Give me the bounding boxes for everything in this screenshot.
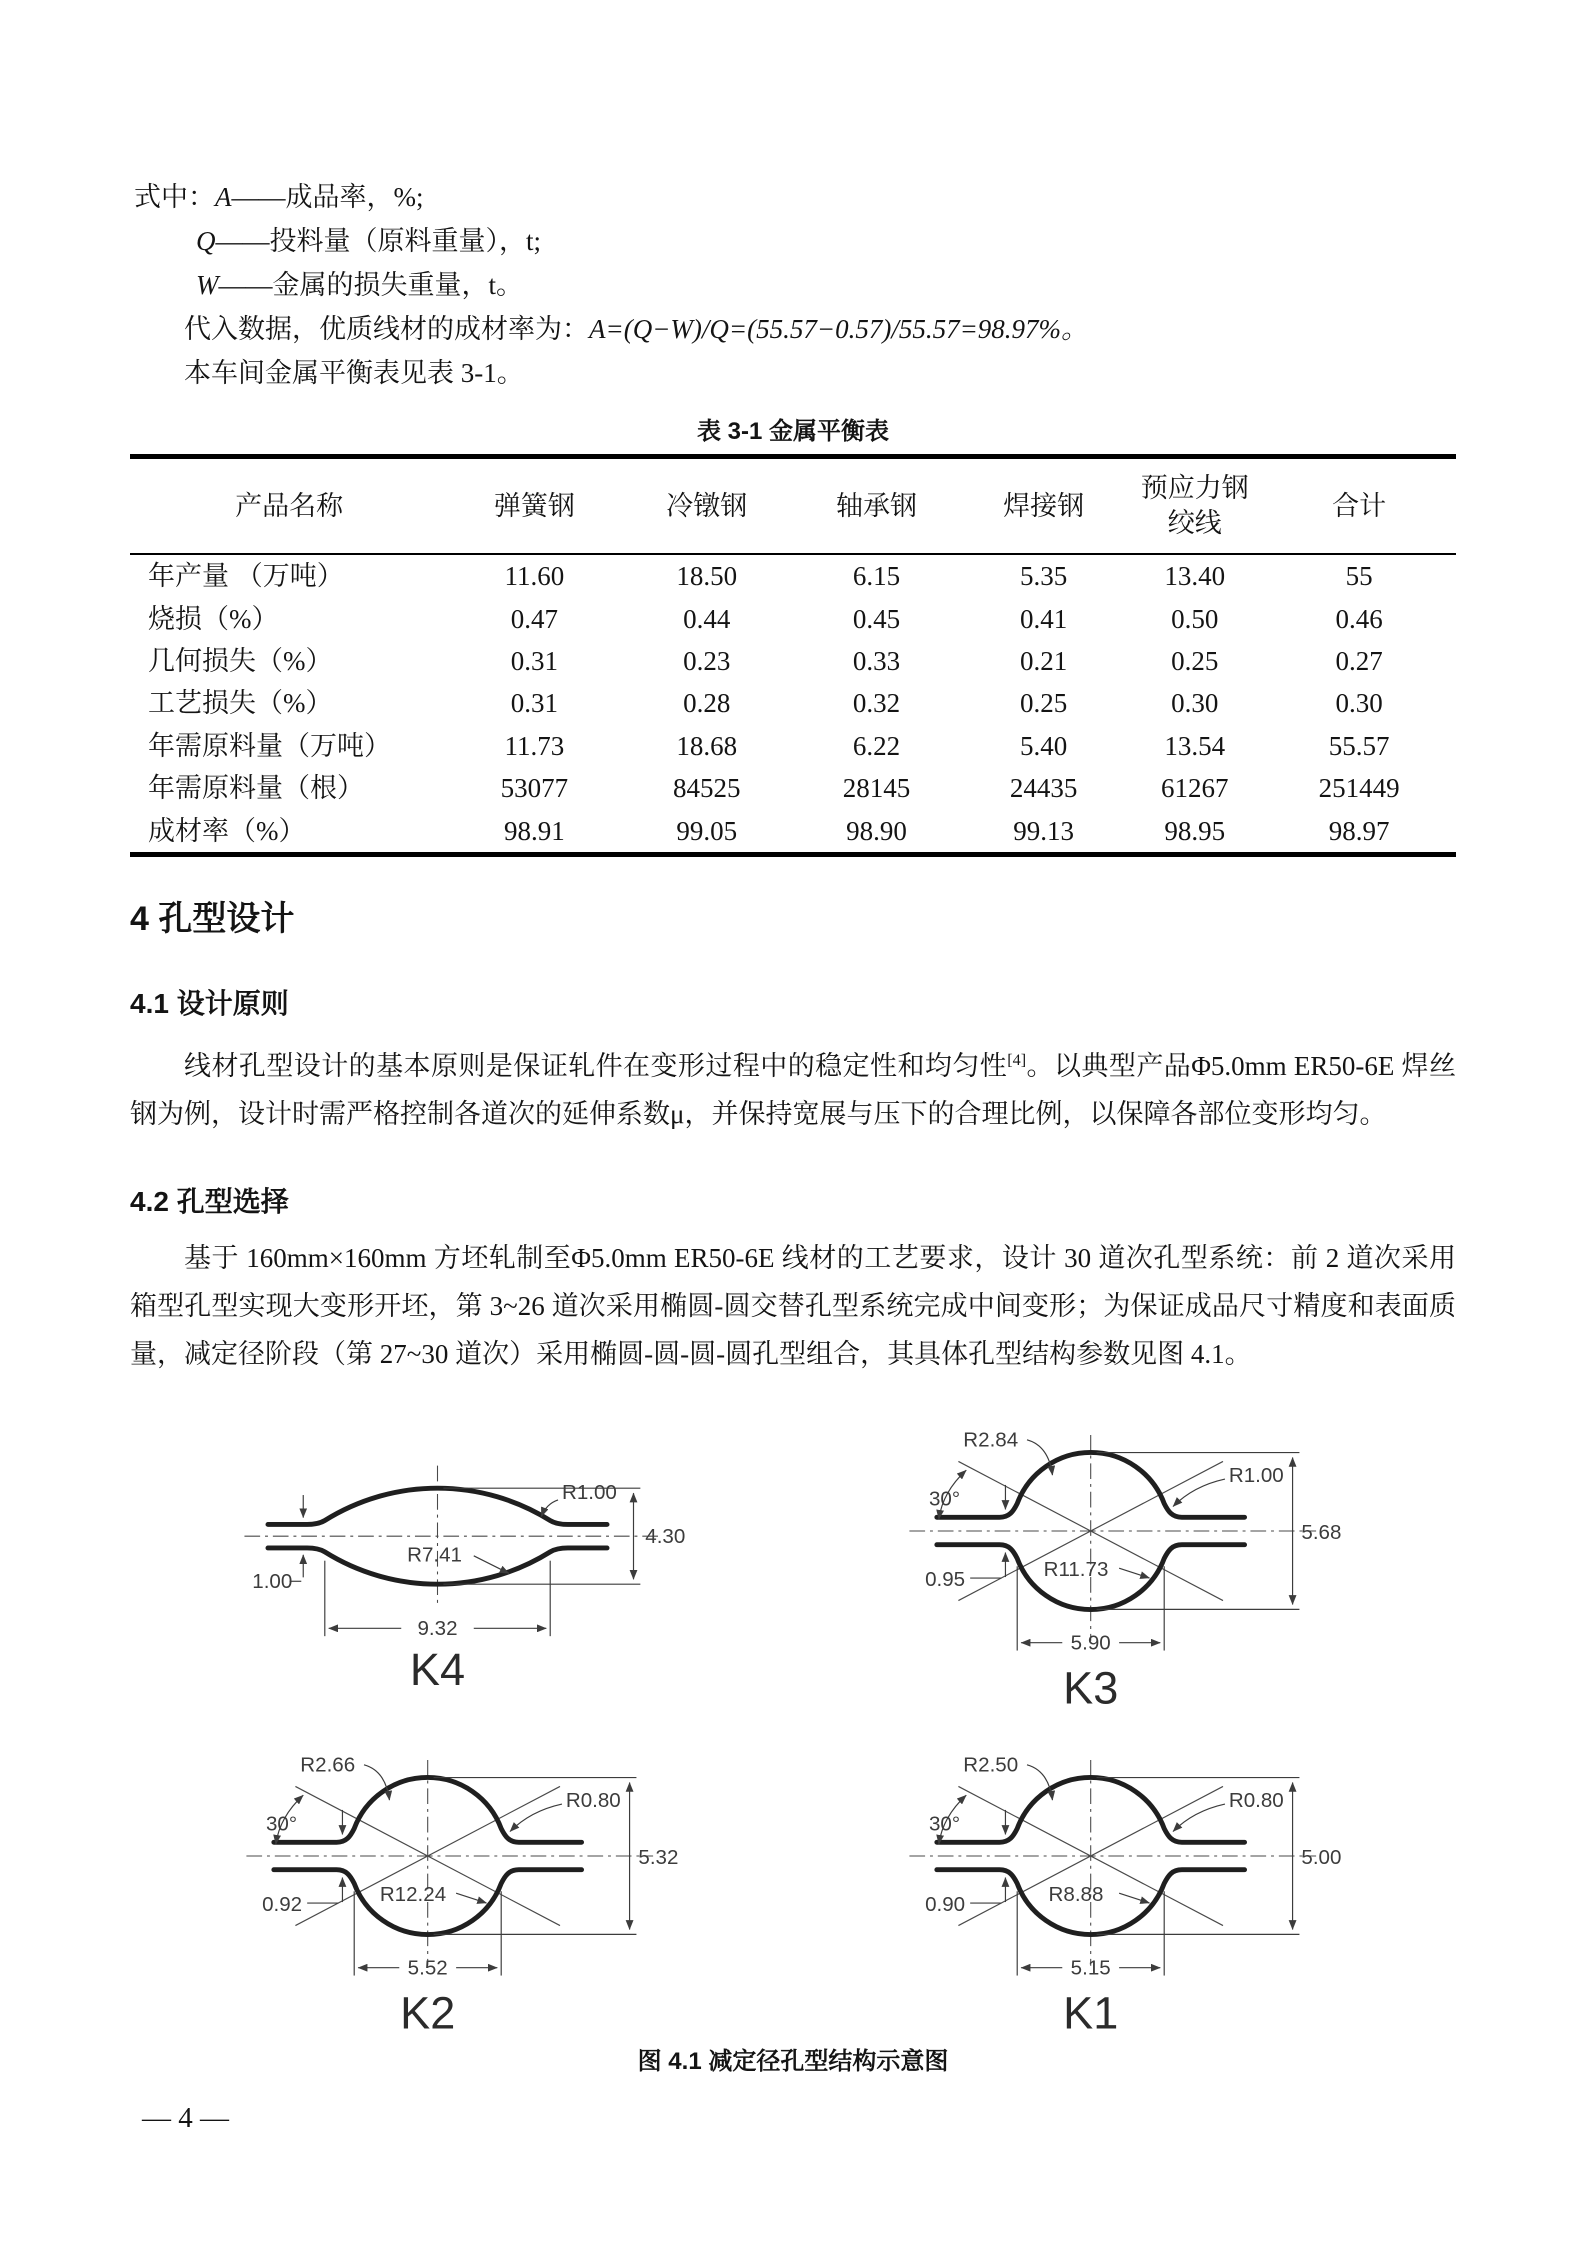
dim-groove-width: 5.90 bbox=[1070, 1631, 1111, 1655]
formula-variable-definition bbox=[196, 219, 1456, 263]
calculation-paragraph bbox=[130, 307, 1456, 351]
table-cell: 11.73 bbox=[504, 730, 565, 761]
paragraph-text: 线材孔型设计的基本原则是保证轧件在变形过程中的稳定性和均匀性 bbox=[184, 1050, 1008, 1081]
table-row bbox=[130, 682, 1456, 724]
table-reference-paragraph: 本车间金属平衡表见表 3-1。 bbox=[184, 358, 524, 388]
row-label: 工艺损失（%） bbox=[148, 688, 333, 719]
section-4-1-paragraph bbox=[130, 1036, 1456, 1138]
variable-description: ——成品率，%; bbox=[231, 182, 424, 212]
row-label: 年产量 （万吨） bbox=[148, 561, 344, 592]
table-cell: 11.60 bbox=[504, 561, 565, 592]
formula-definition-block bbox=[130, 175, 1456, 395]
table-cell: 0.44 bbox=[683, 603, 731, 634]
definition-prefix: 式中： bbox=[134, 182, 215, 212]
dim-flank-angle: 30° bbox=[928, 1487, 960, 1511]
table-cell: 0.46 bbox=[1335, 603, 1383, 634]
table-cell: 6.22 bbox=[852, 730, 901, 761]
table-row bbox=[130, 640, 1456, 682]
table-cell: 55 bbox=[1345, 561, 1373, 592]
table-cell: 55.57 bbox=[1328, 730, 1390, 761]
variable-symbol: A bbox=[215, 182, 232, 212]
table-cell: 6.15 bbox=[852, 561, 901, 592]
section-heading-4-1: 4.1 设计原则 bbox=[130, 987, 289, 1019]
dim-groove-height: 4.30 bbox=[644, 1524, 685, 1548]
dim-groove-width: 5.52 bbox=[407, 1956, 448, 1980]
column-header: 冷镦钢 bbox=[621, 457, 793, 555]
table-cell: 13.40 bbox=[1164, 561, 1226, 592]
column-header: 焊接钢 bbox=[960, 457, 1127, 555]
table-cell: 0.41 bbox=[1019, 603, 1068, 634]
table-cell: 0.25 bbox=[1019, 688, 1068, 719]
pass-label: K4 bbox=[409, 1643, 465, 1693]
formula-variable-definition bbox=[134, 175, 1456, 219]
table-cell: 28145 bbox=[842, 773, 911, 804]
variable-description: ——金属的损失重量，t。 bbox=[218, 270, 524, 300]
dim-roll-gap: 0.90 bbox=[924, 1893, 965, 1917]
metal-table-body bbox=[130, 554, 1456, 854]
dim-flank-radius: R2.84 bbox=[962, 1428, 1018, 1452]
page-number: — 4 — bbox=[142, 2101, 229, 2134]
dim-roll-gap: 1.00 bbox=[251, 1569, 292, 1593]
table-cell: 99.13 bbox=[1013, 815, 1074, 846]
section-heading-4-2: 4.2 孔型选择 bbox=[130, 1185, 289, 1217]
dim-flank-radius: R2.50 bbox=[962, 1754, 1018, 1778]
chapter-heading: 4 孔型设计 bbox=[130, 899, 295, 938]
table-cell: 5.40 bbox=[1019, 730, 1068, 761]
table-cell: 61267 bbox=[1160, 773, 1229, 804]
table-row bbox=[130, 598, 1456, 640]
variable-symbol: Q bbox=[196, 226, 216, 256]
calculation-formula: A=(Q−W)/Q=(55.57−0.57)/55.57=98.97%。 bbox=[589, 314, 1089, 344]
table-cell: 98.95 bbox=[1164, 815, 1226, 846]
column-header: 弹簧钢 bbox=[448, 457, 620, 555]
dim-groove-height: 5.32 bbox=[637, 1846, 678, 1870]
dim-main-radius: R8.88 bbox=[1048, 1883, 1103, 1907]
dim-flank-angle: 30° bbox=[265, 1812, 297, 1836]
pass-diagram-k3 bbox=[880, 1384, 1370, 1707]
pass-label: K2 bbox=[399, 1987, 455, 2033]
dim-main-radius: R11.73 bbox=[1043, 1557, 1108, 1581]
table-cell: 98.97 bbox=[1328, 815, 1390, 846]
table-cell: 99.05 bbox=[676, 815, 738, 846]
table-cell: 5.35 bbox=[1019, 561, 1068, 592]
table-cell: 13.54 bbox=[1164, 730, 1226, 761]
table-row bbox=[130, 767, 1456, 809]
column-header: 轴承钢 bbox=[793, 457, 960, 555]
table-row bbox=[130, 554, 1456, 597]
calculation-lead: 代入数据，优质线材的成材率为： bbox=[184, 314, 589, 344]
dim-groove-width: 9.32 bbox=[416, 1616, 458, 1640]
section-4-2-paragraph: 基于 160mm×160mm 方坯轧制至Φ5.0mm ER50-6E 线材的工艺要求，设计 30 道次孔型系统：前 2 道次采用箱型孔型实现大变形开坯，第 3~26 道次采用椭圆-圆交替孔型系统完成中间变形；为保证成品尺寸精度和表面质量，减定径阶段（第 27~30 道次）采用椭圆-圆-圆-圆孔型组合，其具体孔型结构参数见图 4.1。 bbox=[130, 1242, 1456, 1369]
table-cell: 18.50 bbox=[676, 561, 738, 592]
pass-diagram-k2 bbox=[217, 1709, 707, 2032]
dim-corner-radius: R1.00 bbox=[1228, 1463, 1284, 1487]
pass-label: K1 bbox=[1062, 1987, 1118, 2033]
row-label: 年需原料量（根） bbox=[148, 773, 364, 804]
table-cell: 0.28 bbox=[683, 688, 731, 719]
table-cell: 0.30 bbox=[1171, 688, 1219, 719]
table-cell: 0.21 bbox=[1019, 645, 1068, 676]
column-header: 合计 bbox=[1262, 457, 1456, 555]
pass-diagram-k4 bbox=[217, 1399, 707, 1693]
dim-flank-angle: 30° bbox=[928, 1812, 960, 1836]
column-header: 产品名称 bbox=[130, 457, 448, 555]
row-label: 烧损（%） bbox=[148, 603, 279, 634]
table-cell: 0.27 bbox=[1335, 645, 1383, 676]
dim-groove-width: 5.15 bbox=[1070, 1956, 1111, 1980]
pass-diagram-k1 bbox=[880, 1709, 1370, 2032]
table-cell: 0.47 bbox=[510, 603, 559, 634]
row-label: 几何损失（%） bbox=[148, 645, 333, 676]
table-cell: 0.33 bbox=[852, 645, 901, 676]
metal-balance-table bbox=[130, 454, 1456, 857]
pass-label: K3 bbox=[1062, 1662, 1118, 1708]
dim-corner-radius: R0.80 bbox=[1228, 1789, 1284, 1813]
citation-marker: [4] bbox=[1007, 1050, 1027, 1069]
table-cell: 251449 bbox=[1318, 773, 1400, 804]
table-cell: 0.31 bbox=[510, 688, 559, 719]
row-label: 成材率（%） bbox=[148, 815, 306, 846]
table-cell: 0.32 bbox=[852, 688, 901, 719]
dim-flank-radius: R2.66 bbox=[299, 1754, 355, 1778]
table-cell: 53077 bbox=[500, 773, 569, 804]
variable-symbol: W bbox=[196, 270, 219, 300]
table-row bbox=[130, 725, 1456, 767]
table-cell: 24435 bbox=[1009, 773, 1078, 804]
figure-4-1 bbox=[130, 1384, 1456, 2033]
table-cell: 0.45 bbox=[852, 603, 901, 634]
paragraph-text: 。以典型产品Φ5.0mm ER50-6E 焊丝钢为例，设计时需严格控制各道次的延伸系数μ，并保持宽展与压下的合理比例，以保障各部位变形均匀。 bbox=[130, 1050, 1456, 1129]
table-row bbox=[130, 810, 1456, 855]
column-header: 预应力钢绞线 bbox=[1127, 457, 1262, 555]
dim-main-radius: R12.24 bbox=[379, 1883, 446, 1907]
variable-description: ——投料量（原料重量），t; bbox=[215, 226, 542, 256]
dim-corner-radius: R0.80 bbox=[565, 1789, 621, 1813]
table-caption: 表 3-1 金属平衡表 bbox=[696, 418, 890, 445]
dim-corner-radius: R1.00 bbox=[561, 1480, 617, 1504]
table-cell: 0.30 bbox=[1335, 688, 1383, 719]
table-cell: 0.25 bbox=[1171, 645, 1219, 676]
table-cell: 84525 bbox=[673, 773, 741, 804]
dim-roll-gap: 0.92 bbox=[261, 1893, 302, 1917]
dim-groove-height: 5.00 bbox=[1300, 1846, 1341, 1870]
table-cell: 0.31 bbox=[510, 645, 559, 676]
table-cell: 0.23 bbox=[683, 645, 731, 676]
dim-groove-height: 5.68 bbox=[1300, 1520, 1341, 1544]
dim-main-radius: R7.41 bbox=[406, 1543, 462, 1567]
table-cell: 98.91 bbox=[504, 815, 565, 846]
table-cell: 18.68 bbox=[676, 730, 738, 761]
table-cell: 98.90 bbox=[846, 815, 907, 846]
dim-roll-gap: 0.95 bbox=[924, 1567, 965, 1591]
metal-table-header-row bbox=[130, 457, 1456, 555]
table-cell: 0.50 bbox=[1171, 603, 1219, 634]
formula-variable-definition bbox=[196, 263, 1456, 307]
row-label: 年需原料量（万吨） bbox=[148, 730, 391, 761]
figure-caption: 图 4.1 减定径孔型结构示意图 bbox=[637, 2047, 949, 2075]
